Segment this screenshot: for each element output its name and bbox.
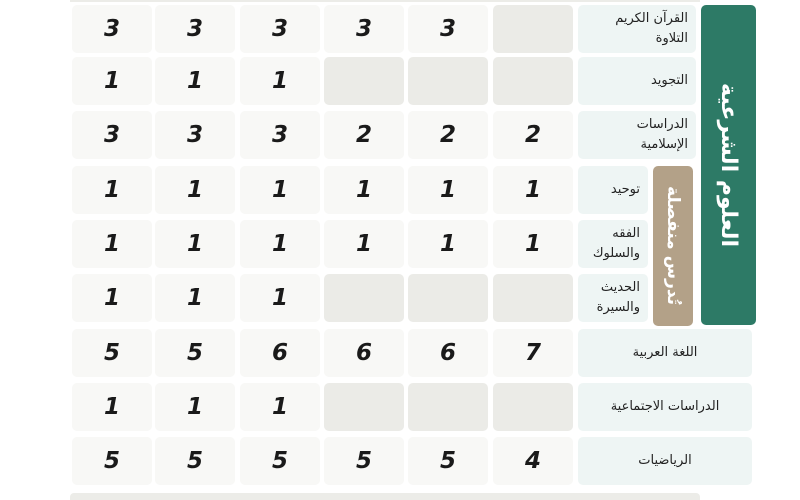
- empty-cell: [324, 274, 404, 322]
- hours-cell: 1: [240, 57, 320, 105]
- subject-label: [578, 383, 752, 431]
- hours-cell: 1: [493, 220, 573, 268]
- hours-cell: 5: [324, 437, 404, 485]
- subject-label: [578, 111, 696, 159]
- subject-label-line: الحديث: [600, 279, 640, 295]
- hours-cell: 3: [155, 5, 235, 53]
- hours-cell: 1: [155, 57, 235, 105]
- hours-cell: 1: [408, 220, 488, 268]
- hours-cell: 1: [155, 166, 235, 214]
- subject-label: [578, 274, 648, 322]
- subject-label-line: الفقه: [612, 225, 640, 241]
- empty-cell: [408, 274, 488, 322]
- empty-cell: [408, 57, 488, 105]
- empty-cell: [493, 274, 573, 322]
- hours-cell: 1: [72, 166, 152, 214]
- subject-label: [578, 437, 752, 485]
- hours-cell: 5: [72, 329, 152, 377]
- hours-cell: 1: [155, 383, 235, 431]
- hours-cell: 1: [324, 166, 404, 214]
- hours-cell: 5: [240, 437, 320, 485]
- hours-cell: 5: [155, 437, 235, 485]
- hours-cell: 2: [324, 111, 404, 159]
- taught-separately-band: [653, 166, 693, 326]
- subject-label: [578, 166, 648, 214]
- empty-cell: [408, 383, 488, 431]
- hours-cell: 1: [324, 220, 404, 268]
- subject-label-line: الدراسات الاجتماعية: [610, 398, 720, 414]
- hours-cell: 3: [240, 5, 320, 53]
- bottom-strip: [70, 493, 700, 500]
- hours-cell: 7: [493, 329, 573, 377]
- hours-cell: 5: [408, 437, 488, 485]
- hours-cell: 1: [72, 220, 152, 268]
- subject-label-line: التلاوة: [655, 31, 688, 46]
- hours-cell: 2: [408, 111, 488, 159]
- subject-label: [578, 329, 752, 377]
- hours-cell: 1: [493, 166, 573, 214]
- empty-cell: [324, 383, 404, 431]
- shariah-sciences-band: [701, 5, 756, 325]
- hours-cell: 3: [324, 5, 404, 53]
- subject-label-line: التجويد: [650, 72, 688, 88]
- hours-cell: 1: [240, 274, 320, 322]
- hours-cell: 4: [493, 437, 573, 485]
- subject-label-line: الإسلامية: [640, 137, 688, 152]
- top-strip: [70, 0, 700, 2]
- subject-label-line: القرآن الكريم: [615, 10, 688, 26]
- hours-cell: 3: [155, 111, 235, 159]
- hours-cell: 1: [240, 220, 320, 268]
- subject-label-line: والسيرة: [596, 300, 640, 315]
- hours-cell: 6: [408, 329, 488, 377]
- empty-cell: [493, 57, 573, 105]
- empty-cell: [493, 5, 573, 53]
- subject-label-line: توحيد: [610, 181, 640, 197]
- hours-cell: 3: [72, 5, 152, 53]
- subject-label-line: الدراسات: [636, 116, 688, 132]
- empty-cell: [324, 57, 404, 105]
- subject-label-line: اللغة العربية: [632, 344, 698, 360]
- hours-cell: 1: [240, 166, 320, 214]
- empty-cell: [493, 383, 573, 431]
- subject-label: [578, 57, 696, 105]
- subject-label-line: والسلوك: [592, 246, 640, 261]
- subject-label: [578, 5, 696, 53]
- hours-cell: 3: [408, 5, 488, 53]
- subject-label-line: الرياضيات: [638, 452, 692, 468]
- hours-cell: 1: [155, 274, 235, 322]
- hours-cell: 1: [240, 383, 320, 431]
- hours-cell: 1: [155, 220, 235, 268]
- hours-cell: 5: [72, 437, 152, 485]
- hours-cell: 1: [72, 274, 152, 322]
- hours-cell: 1: [72, 57, 152, 105]
- hours-cell: 5: [155, 329, 235, 377]
- shariah-sciences-title: العلوم الشرعية: [716, 82, 741, 247]
- taught-separately-title: تُدرس منفصلة: [663, 186, 683, 306]
- hours-cell: 6: [324, 329, 404, 377]
- hours-cell: 3: [240, 111, 320, 159]
- hours-cell: 6: [240, 329, 320, 377]
- hours-cell: 1: [72, 383, 152, 431]
- hours-cell: 3: [72, 111, 152, 159]
- hours-cell: 1: [408, 166, 488, 214]
- subject-label: [578, 220, 648, 268]
- hours-cell: 2: [493, 111, 573, 159]
